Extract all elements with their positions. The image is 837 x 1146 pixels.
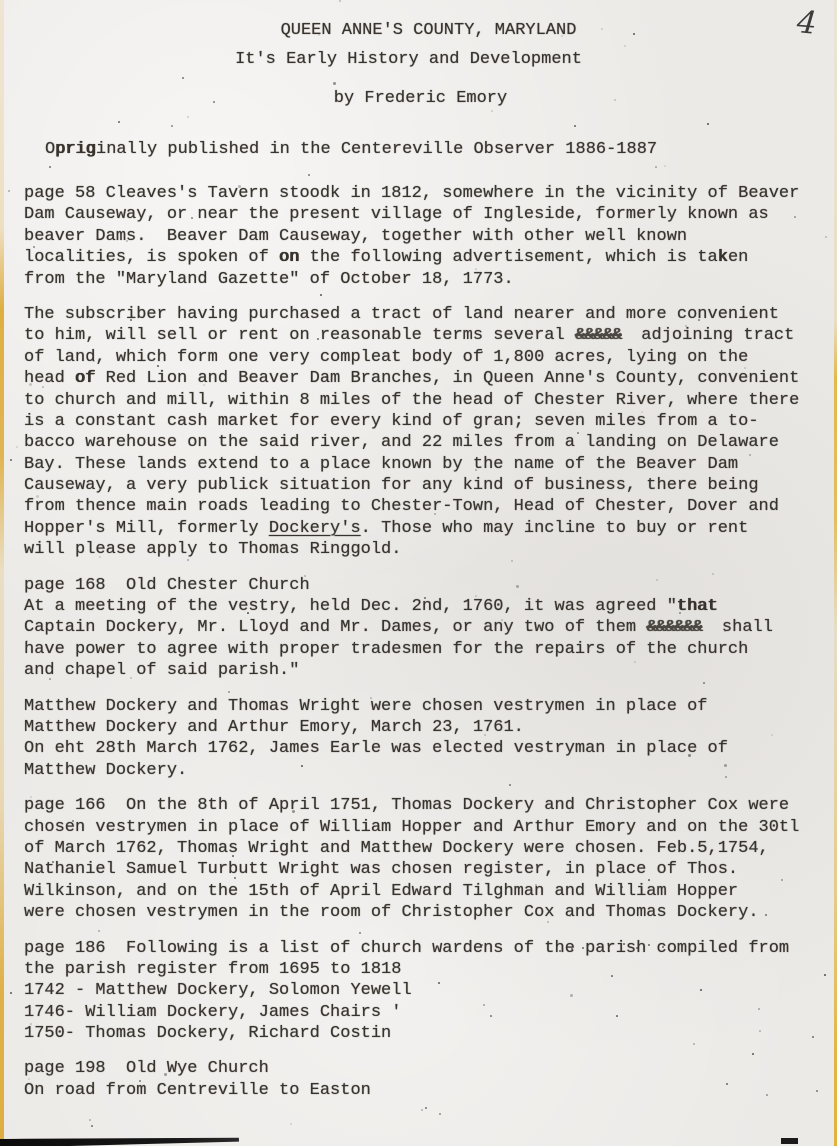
scan-speck bbox=[91, 1125, 93, 1127]
paragraph bbox=[24, 575, 837, 682]
text-line: Matthew Dockery. bbox=[24, 760, 188, 780]
text-line: Dam Causeway, or near the present village of Ingleside, formerly known as bbox=[24, 205, 769, 225]
struck-out-word: &&&&&& bbox=[646, 618, 702, 638]
document-title: QUEEN ANNE'S COUNTY, MARYLAND bbox=[280, 21, 577, 40]
document-subtitle: It's Early History and Development bbox=[235, 50, 582, 69]
text-line: 1746- William Dockery, James Chairs ' bbox=[24, 1002, 402, 1022]
text-line: 1742 - Matthew Dockery, Solomon Yewell bbox=[24, 981, 412, 1001]
text-line: to church and mill, within 8 miles of the head of Chester River, where there bbox=[24, 390, 800, 410]
overtyped-word: on bbox=[279, 248, 300, 268]
text-line: Matthew Dockery and Thomas Wright were chosen vestrymen in place of bbox=[24, 696, 708, 716]
text-line: the parish register from 1695 to 1818 bbox=[24, 959, 402, 979]
text-line: have power to agree with proper tradesmen for the repairs of the church bbox=[24, 639, 749, 659]
text-line: Hopper's Mill, formerly Dockery's. Those who may incline to buy or rent bbox=[24, 518, 749, 538]
text-line: Causeway, a very publick situation for any kind of business, there being bbox=[24, 476, 759, 496]
publication-note: Opriginally published in the Centereville Observer 1886-1887 bbox=[45, 140, 658, 159]
text-line: will please apply to Thomas Ringgold. bbox=[24, 540, 402, 560]
paragraph bbox=[24, 1058, 837, 1101]
text-line: 1750- Thomas Dockery, Richard Costin bbox=[24, 1024, 392, 1044]
text-line: from thence main roads leading to Chester-Town, Head of Chester, Dover and bbox=[24, 497, 779, 517]
document-byline: by Frederic Emory bbox=[333, 89, 508, 108]
scan-artifact-bar bbox=[0, 1135, 239, 1146]
text-line: At a meeting of the vestry, held Dec. 2nd, 1760, it was agreed "that bbox=[24, 597, 718, 617]
overtyped-word: k bbox=[717, 248, 728, 268]
text-line: from the "Maryland Gazette" of October 18, 1773. bbox=[24, 269, 514, 289]
struck-out-word: &&&&& bbox=[574, 326, 621, 346]
text-line: of March 1762, Thomas Wright and Matthew Dockery were chosen. Feb.5,1754, bbox=[24, 838, 769, 858]
paragraph bbox=[24, 938, 837, 1045]
text-line: Captain Dockery, Mr. Lloyd and Mr. Dames, or any two of them &&&&&& shall bbox=[24, 618, 773, 638]
document-body bbox=[24, 183, 837, 1101]
text-line: of land, which form one very compleat body of 1,800 acres, lying on the bbox=[24, 347, 749, 367]
text-line: chosen vestrymen in place of William Hopper and Arthur Emory and on the 30tl bbox=[24, 817, 800, 837]
paragraph bbox=[24, 304, 837, 561]
text-line: The subscriber having purchased a tract of land nearer and more convenient bbox=[24, 304, 779, 324]
text-line: page 58 Cleaves's Tavern stoodk in 1812, somewhere in the vicinity of Beaver bbox=[24, 184, 800, 203]
scan-speck bbox=[425, 1107, 427, 1109]
text-line: localities, is spoken of on the following advertisement, which is taken bbox=[24, 248, 749, 268]
text-line: beaver Dams. Beaver Dam Causeway, together with other well known bbox=[24, 226, 688, 246]
handwritten-page-number: 4 bbox=[795, 4, 819, 42]
scan-speck bbox=[439, 1113, 441, 1115]
text-line: Matthew Dockery and Arthur Emory, March 23, 1761. bbox=[24, 717, 524, 737]
overtyped-word: of bbox=[75, 369, 96, 389]
text-line: Nathaniel Samuel Turbutt Wright was chosen register, in place of Thos. bbox=[24, 860, 739, 880]
text-line: Bay. These lands extend to a place known by the name of the Beaver Dam bbox=[24, 454, 739, 474]
text-line: page 198 Old Wye Church bbox=[24, 1059, 269, 1079]
paragraph bbox=[24, 696, 837, 782]
text-line: page 186 Following is a list of church wardens of the parish compiled from bbox=[24, 938, 790, 958]
text-line: were chosen vestrymen in the room of Christopher Cox and Thomas Dockery. bbox=[24, 903, 759, 923]
text-line: is a constant cash market for every kind of gran; seven miles from a to- bbox=[24, 411, 759, 431]
text-line: page 168 Old Chester Church bbox=[24, 575, 310, 595]
scan-speck bbox=[89, 1119, 91, 1121]
text-line: head of Red Lion and Beaver Dam Branches, in Queen Anne's County, convenient bbox=[24, 369, 800, 389]
paragraph bbox=[24, 183, 837, 290]
text-line: bacco warehouse on the said river, and 22 miles from a landing on Delaware bbox=[24, 433, 779, 453]
underlined-word: Dockery's bbox=[268, 518, 361, 538]
scan-artifact-mark bbox=[781, 1138, 798, 1144]
text-line: On eht 28th March 1762, James Earle was elected vestryman in place of bbox=[24, 739, 728, 759]
text-line: page 166 On the 8th of April 1751, Thomas Dockery and Christopher Cox were bbox=[24, 796, 790, 816]
paragraph bbox=[24, 795, 837, 923]
text-line: Wilkinson, and on the 15th of April Edward Tilghman and William Hopper bbox=[24, 881, 739, 901]
text-line: to him, will sell or rent on reasonable terms several &&&&& adjoining tract bbox=[24, 326, 795, 346]
text-line: On road from Centreville to Easton bbox=[24, 1080, 371, 1100]
overtyped-word: that bbox=[676, 597, 718, 617]
scan-speck bbox=[290, 1123, 292, 1125]
scan-speck bbox=[421, 1109, 423, 1111]
overtyped-word: prig bbox=[55, 140, 97, 159]
text-line: and chapel of said parish." bbox=[24, 661, 300, 681]
